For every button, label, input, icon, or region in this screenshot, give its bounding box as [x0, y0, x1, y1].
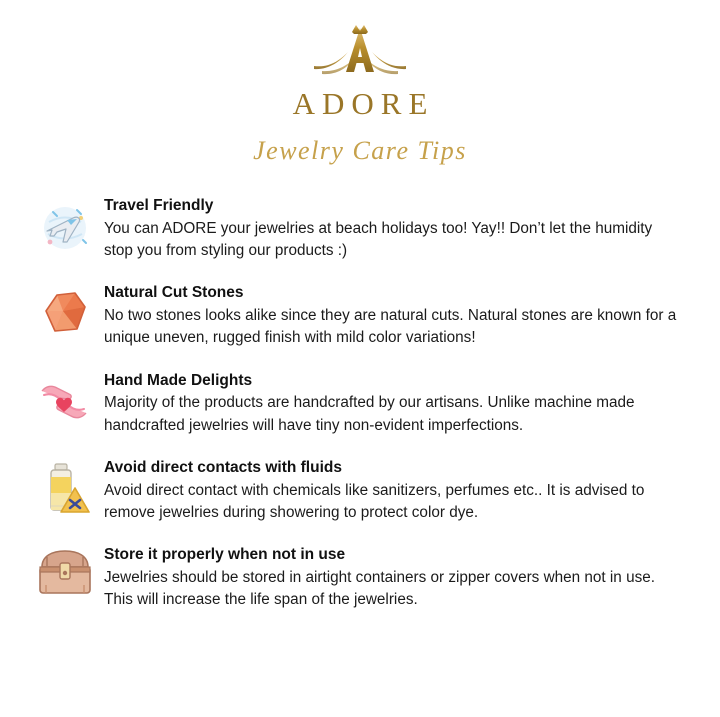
airplane-travel-icon: [26, 196, 104, 258]
list-item: [26, 458, 694, 524]
tip-body: [104, 371, 694, 437]
tip-text: Jewelries should be stored in airtight containers or zipper covers when not in use. This will increase the life span of the jewelries.: [104, 568, 655, 609]
treasure-chest-icon: [26, 545, 104, 607]
tip-body: [104, 545, 694, 611]
chemical-warning-bottle-icon: [26, 458, 104, 520]
brand-name: ADORE: [292, 86, 435, 121]
caring-hands-heart-icon: [26, 371, 104, 433]
list-item: [26, 371, 694, 437]
page-title: Jewelry Care Tips: [253, 136, 467, 165]
tip-title: Travel Friendly: [104, 197, 214, 214]
tip-text: No two stones looks alike since they are natural cuts. Natural stones are known for a unique uneven, rugged finish with mild color variations!: [104, 307, 677, 347]
tip-body: [104, 283, 694, 349]
tip-title: Avoid direct contacts with fluids: [104, 458, 342, 476]
tip-text: Majority of the products are handcrafted by our artisans. Unlike machine made handcrafted jewelries will have tiny non-evident imperfections.: [104, 394, 635, 434]
tip-title: Hand Made Delights: [104, 371, 253, 389]
list-item: [26, 283, 694, 349]
tip-title: Natural Cut Stones: [104, 284, 244, 302]
header: [0, 0, 720, 166]
tip-title: Store it properly when not in use: [104, 546, 346, 564]
tips-list: [0, 196, 720, 611]
gemstone-icon: [26, 283, 104, 345]
tip-body: [104, 196, 694, 262]
tip-text: Avoid direct contact with chemicals like sanitizers, perfumes etc.. It is advised to remove jewelries during showering to protect color dye.: [104, 481, 645, 521]
adore-crown-logo-icon: [300, 22, 420, 84]
list-item: [26, 196, 694, 262]
tip-text: You can ADORE your jewelries at beach holidays too! Yay!! Don’t let the humidity stop you from styling our products :): [104, 219, 653, 260]
list-item: [26, 545, 694, 611]
tip-body: [104, 458, 694, 524]
